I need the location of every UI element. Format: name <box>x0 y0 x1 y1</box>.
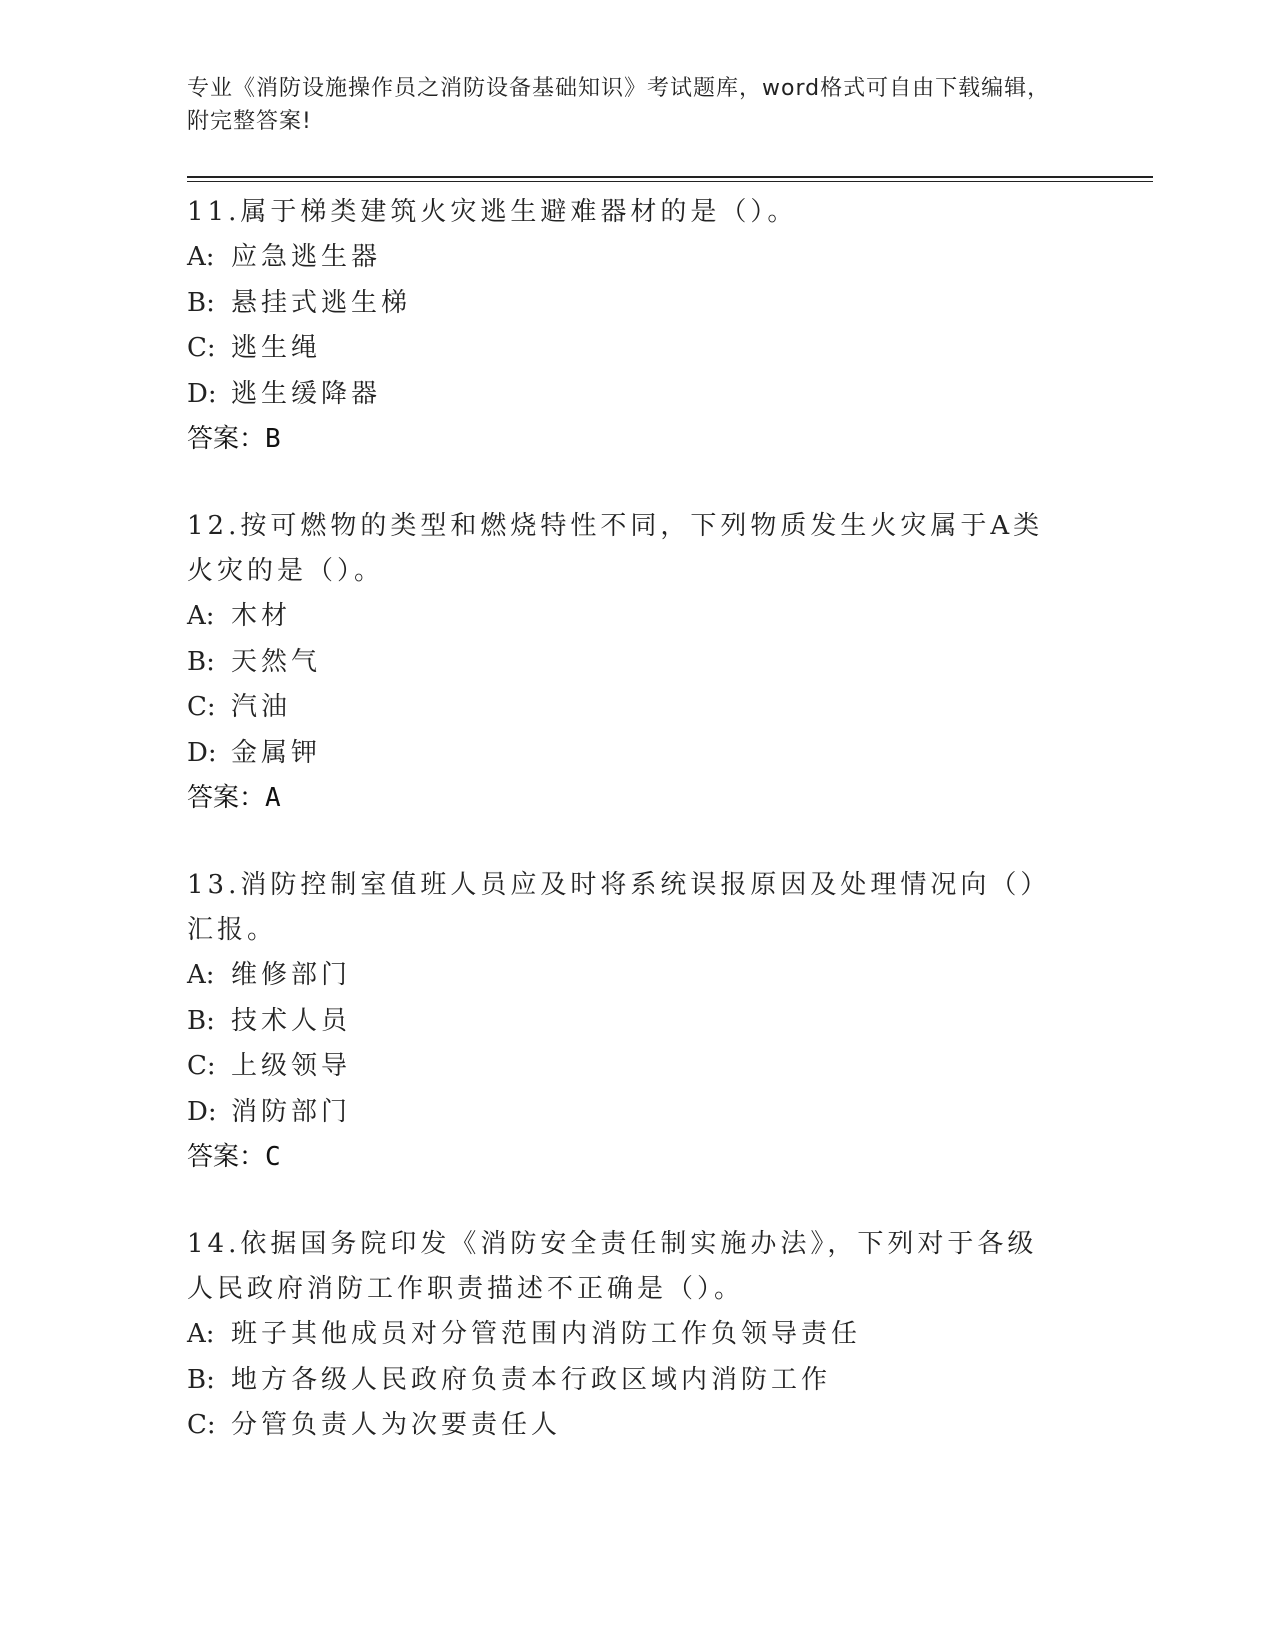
answer-value: A <box>265 783 281 813</box>
document-header: 专业《消防设施操作员之消防设备基础知识》考试题库，word格式可自由下载编辑，附完整答案! <box>187 76 1051 134</box>
option-b <box>187 281 1067 327</box>
option-text: 地方各级人民政府负责本行政区域内消防工作 <box>231 1364 832 1395</box>
option-text: 悬挂式逃生梯 <box>231 287 412 318</box>
option-text: 逃生缓降器 <box>231 378 382 409</box>
option-label: A: <box>187 601 215 631</box>
option-label: A: <box>187 960 215 990</box>
answer-label: 答案： <box>187 1142 266 1172</box>
option-label: B: <box>187 287 215 318</box>
question-12 <box>187 504 1067 821</box>
option-label: B: <box>187 1364 215 1395</box>
option-text: 金属钾 <box>231 737 322 768</box>
option-c <box>187 1044 1067 1090</box>
option-label: D: <box>187 737 217 768</box>
option-text: 维修部门 <box>231 960 352 990</box>
question-stem: 14.依据国务院印发《消防安全责任制实施办法》，下列对于各级人民政府消防工作职责描述不正确是（）。 <box>187 1229 1038 1304</box>
header-divider-thin <box>187 181 1153 182</box>
question-stem: 12.按可燃物的类型和燃烧特性不同，下列物质发生火灾属于A类火灾的是（）。 <box>187 511 1044 586</box>
question-13 <box>187 863 1067 1180</box>
option-c <box>187 1403 1067 1449</box>
option-label: C: <box>187 333 216 363</box>
option-text: 消防部门 <box>231 1096 352 1127</box>
answer-line <box>187 417 1067 462</box>
option-a <box>187 953 1067 999</box>
question-stem: 13.消防控制室值班人员应及时将系统误报原因及处理情况向（）汇报。 <box>187 870 1051 945</box>
option-text: 上级领导 <box>231 1051 352 1081</box>
option-c <box>187 685 1067 731</box>
option-label: A: <box>187 242 215 272</box>
option-text: 技术人员 <box>231 1005 352 1036</box>
answer-label: 答案： <box>187 424 266 454</box>
answer-value: B <box>265 424 281 454</box>
question-14 <box>187 1222 1067 1449</box>
question-stem: 11.属于梯类建筑火灾逃生避难器材的是（）。 <box>187 197 798 227</box>
question-list <box>187 190 1067 1491</box>
answer-label: 答案： <box>187 783 266 813</box>
option-label: C: <box>187 1410 216 1440</box>
option-a <box>187 235 1067 281</box>
option-text: 班子其他成员对分管范围内消防工作负领导责任 <box>231 1319 862 1349</box>
question-11 <box>187 190 1067 462</box>
option-b <box>187 1358 1067 1404</box>
option-label: D: <box>187 1096 217 1127</box>
option-d <box>187 731 1067 777</box>
option-text: 逃生绳 <box>231 333 322 363</box>
option-b <box>187 999 1067 1045</box>
answer-value: C <box>265 1142 281 1172</box>
option-label: B: <box>187 646 215 677</box>
option-text: 天然气 <box>231 646 322 677</box>
option-label: C: <box>187 692 216 722</box>
option-d <box>187 1090 1067 1136</box>
option-a <box>187 594 1067 640</box>
option-c <box>187 326 1067 372</box>
answer-line <box>187 776 1067 821</box>
option-d <box>187 372 1067 418</box>
option-label: D: <box>187 378 217 409</box>
option-label: C: <box>187 1051 216 1081</box>
option-a <box>187 1312 1067 1358</box>
header-divider <box>187 176 1153 178</box>
answer-line <box>187 1135 1067 1180</box>
option-text: 汽油 <box>231 692 292 722</box>
option-text: 应急逃生器 <box>231 242 382 272</box>
option-label: A: <box>187 1319 215 1349</box>
option-text: 木材 <box>231 601 292 631</box>
option-b <box>187 640 1067 686</box>
option-text: 分管负责人为次要责任人 <box>231 1410 562 1440</box>
option-label: B: <box>187 1005 215 1036</box>
